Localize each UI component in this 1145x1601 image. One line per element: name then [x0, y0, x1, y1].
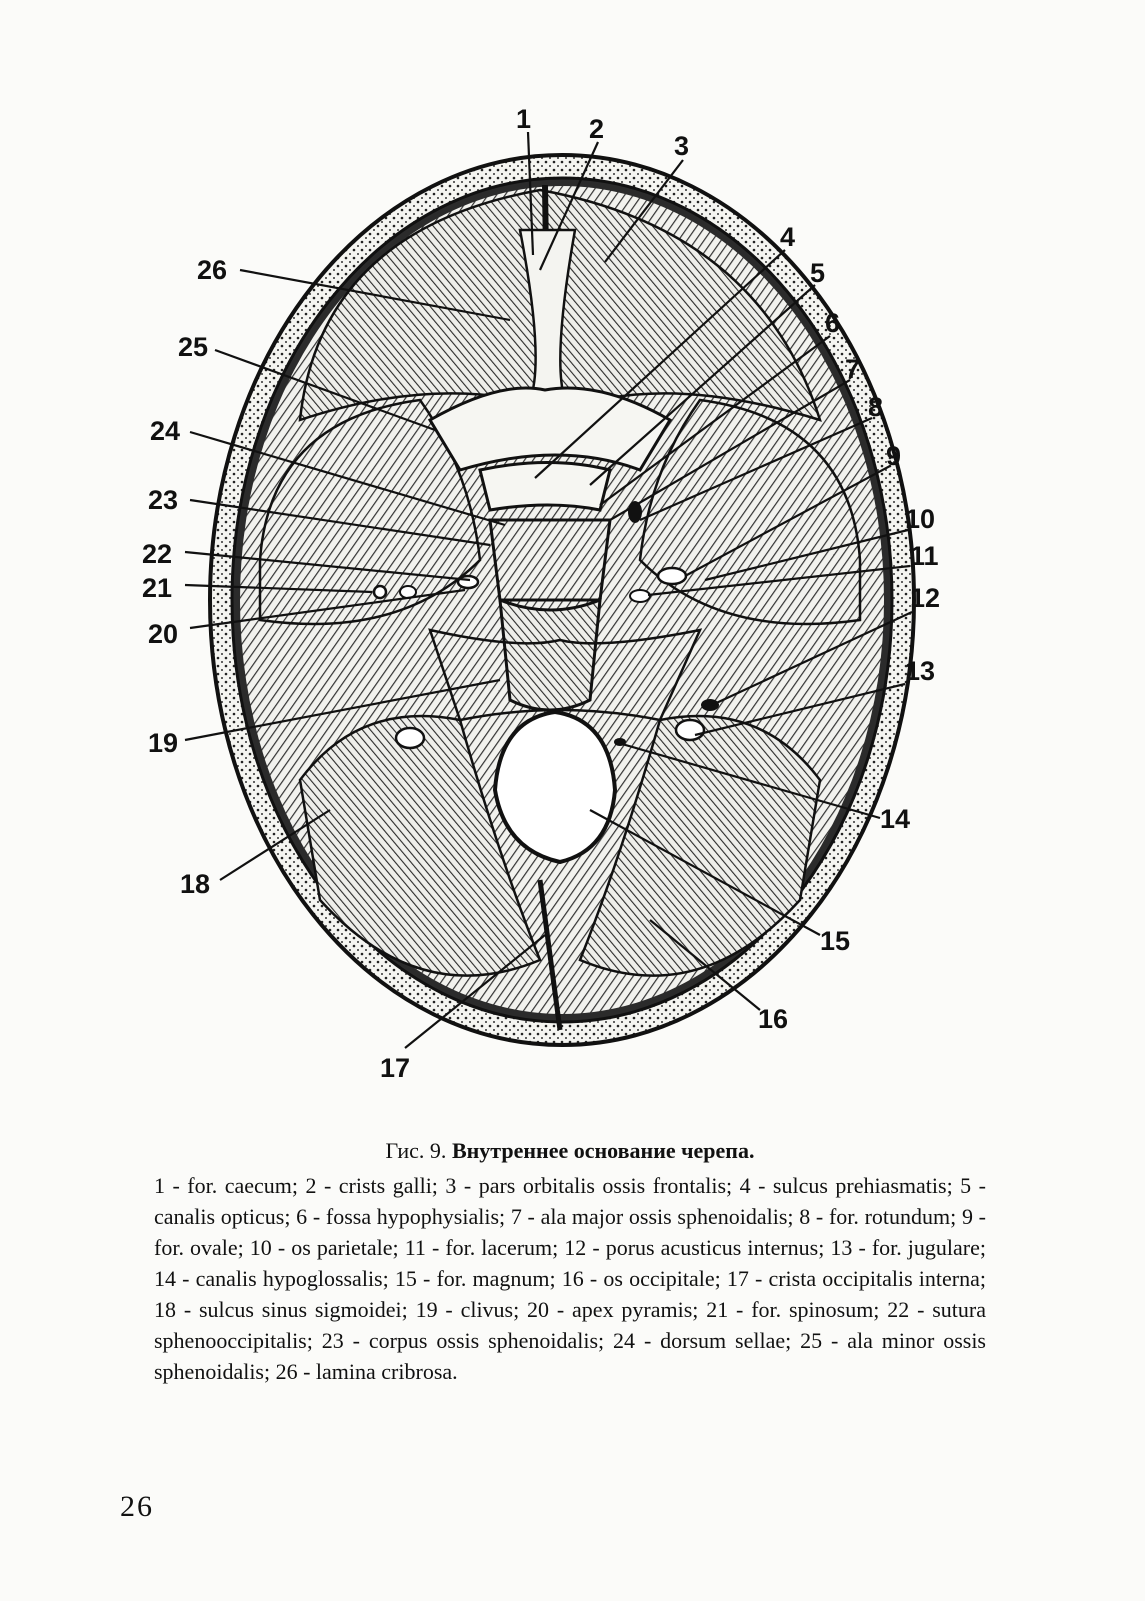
- page-number: 26: [120, 1490, 154, 1523]
- callout-15: 15: [820, 926, 851, 956]
- callout-2: 2: [589, 114, 605, 144]
- caption-title-text: Внутреннее основание черепа.: [451, 1138, 755, 1163]
- callout-14: 14: [880, 804, 911, 834]
- callout-18: 18: [180, 869, 211, 899]
- caption-prefix: Гис. 9.: [385, 1138, 447, 1163]
- callout-19: 19: [148, 728, 179, 758]
- callout-9: 9: [886, 441, 902, 471]
- callout-8: 8: [868, 392, 884, 422]
- callout-3: 3: [674, 131, 690, 161]
- callout-6: 6: [825, 308, 841, 338]
- callout-13: 13: [905, 656, 936, 686]
- callout-7: 7: [845, 354, 861, 384]
- callout-22: 22: [142, 539, 173, 569]
- figure-caption: [154, 1138, 986, 1387]
- callout-4: 4: [780, 222, 796, 252]
- callout-26: 26: [197, 255, 228, 285]
- callout-12: 12: [910, 583, 941, 613]
- caption-title: [154, 1138, 986, 1164]
- callout-17: 17: [380, 1053, 411, 1083]
- callout-21: 21: [142, 573, 173, 603]
- callout-20: 20: [148, 619, 179, 649]
- callout-10: 10: [905, 504, 936, 534]
- callout-11: 11: [910, 541, 939, 571]
- callout-16: 16: [758, 1004, 789, 1034]
- caption-legend: 1 - for. caecum; 2 - crists galli; 3 - pars orbitalis ossis frontalis; 4 - sulcus prehiasmatis; 5 - canalis opticus; 6 - fossa hypophysialis; 7 - ala major ossis sphenoidalis; 8 - for. rotundum; 9 - for. ovale; 10 - os parietale; 11 - for. lacerum; 12 - porus acusticus internus; 13 - for. jugulare; 14 - canalis hypoglossalis; 15 - for. magnum; 16 - os occipitale; 17 - crista occipitalis interna; 18 - sulcus sinus sigmoidei; 19 - clivus; 20 - apex pyramis; 21 - for. spinosum; 22 - sutura sphenooccipitalis; 23 - corpus ossis sphenoidalis; 24 - dorsum sellae; 25 - ala minor ossis sphenoidalis; 26 - lamina cribrosa.: [154, 1173, 986, 1384]
- callout-24: 24: [150, 416, 181, 446]
- callout-1: 1: [516, 104, 532, 134]
- callout-5: 5: [810, 258, 826, 288]
- callout-23: 23: [148, 485, 179, 515]
- callout-25: 25: [178, 332, 209, 362]
